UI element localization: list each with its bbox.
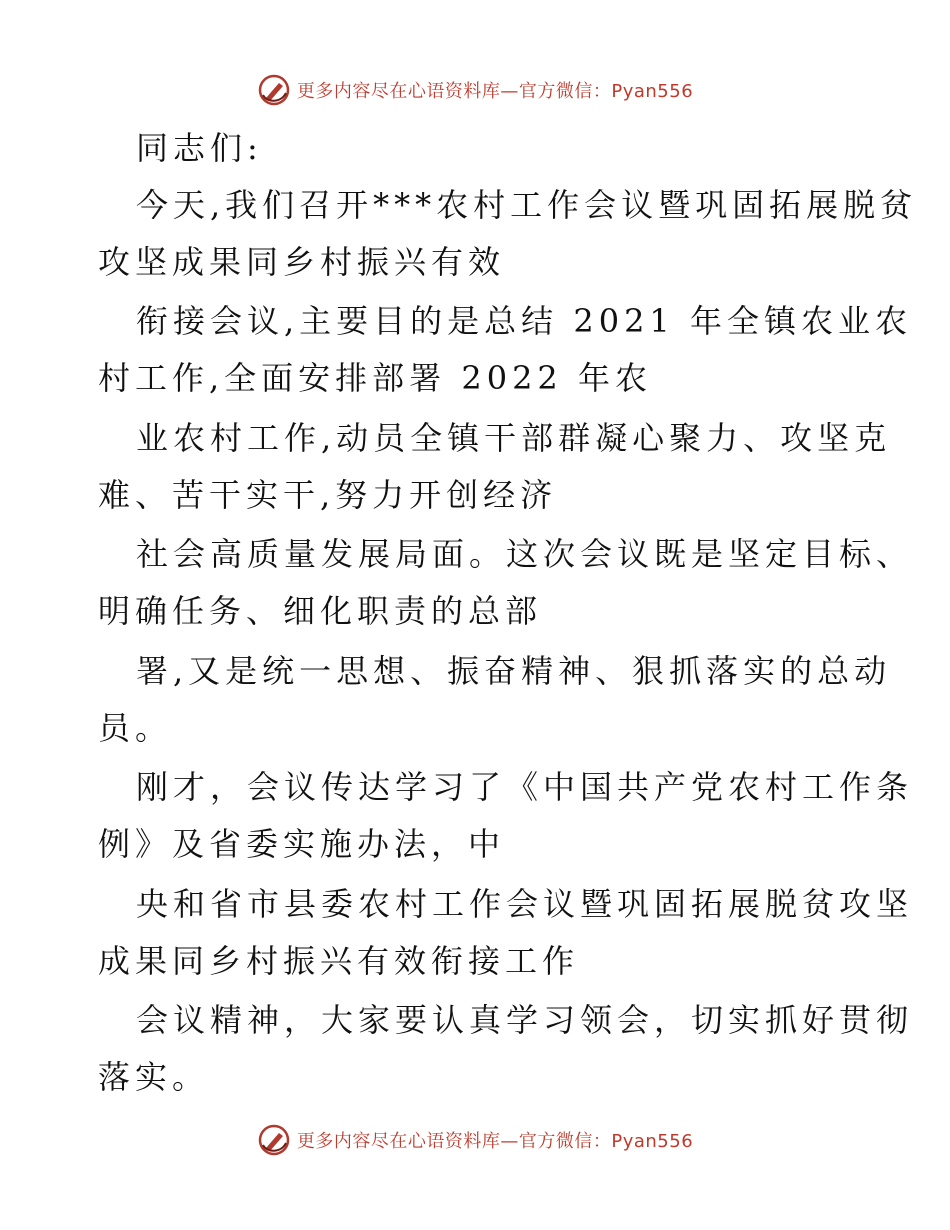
footer-banner bbox=[0, 1120, 950, 1160]
doc-line-3: 攻坚成果同乡村振兴有效 bbox=[98, 243, 506, 281]
footer-text bbox=[297, 1127, 693, 1153]
header-site-text: 更多内容尽在心语资料库—官方微信： bbox=[296, 81, 612, 102]
doc-line-12: 刚才，会议传达学习了《中国共产党农村工作条 bbox=[136, 768, 914, 806]
doc-line-17: 落实。 bbox=[98, 1058, 210, 1096]
doc-line-5: 村工作,全面安排部署 2022 年农 bbox=[98, 359, 652, 397]
doc-line-2: 今天,我们召开***农村工作会议暨巩固拓展脱贫 bbox=[136, 186, 918, 224]
pen-circle-logo-icon bbox=[257, 1123, 291, 1157]
doc-line-11: 员。 bbox=[98, 709, 173, 747]
doc-line-7: 难、苦干实干,努力开创经济 bbox=[98, 476, 558, 514]
header-contact: Pyan556 bbox=[611, 81, 694, 102]
doc-line-10: 署,又是统一思想、振奋精神、狠抓落实的总动 bbox=[136, 652, 892, 690]
doc-line-16: 会议精神，大家要认真学习领会，切实抓好贯彻 bbox=[136, 1001, 914, 1039]
footer-contact: Pyan556 bbox=[611, 1131, 694, 1152]
doc-line-1: 同志们: bbox=[136, 129, 263, 167]
doc-line-14: 央和省市县委农村工作会议暨巩固拓展脱贫攻坚 bbox=[136, 885, 914, 923]
doc-line-9: 明确任务、细化职责的总部 bbox=[98, 592, 543, 630]
doc-line-15: 成果同乡村振兴有效衔接工作 bbox=[98, 942, 580, 980]
doc-line-6: 业农村工作,动员全镇干部群凝心聚力、攻坚克 bbox=[136, 419, 892, 457]
footer-site-text: 更多内容尽在心语资料库—官方微信： bbox=[296, 1131, 612, 1152]
doc-line-4: 衔接会议,主要目的是总结 2021 年全镇农业农 bbox=[136, 302, 912, 340]
doc-line-8: 社会高质量发展局面。这次会议既是坚定目标、 bbox=[136, 535, 914, 573]
doc-line-13: 例》及省委实施办法，中 bbox=[98, 825, 506, 863]
